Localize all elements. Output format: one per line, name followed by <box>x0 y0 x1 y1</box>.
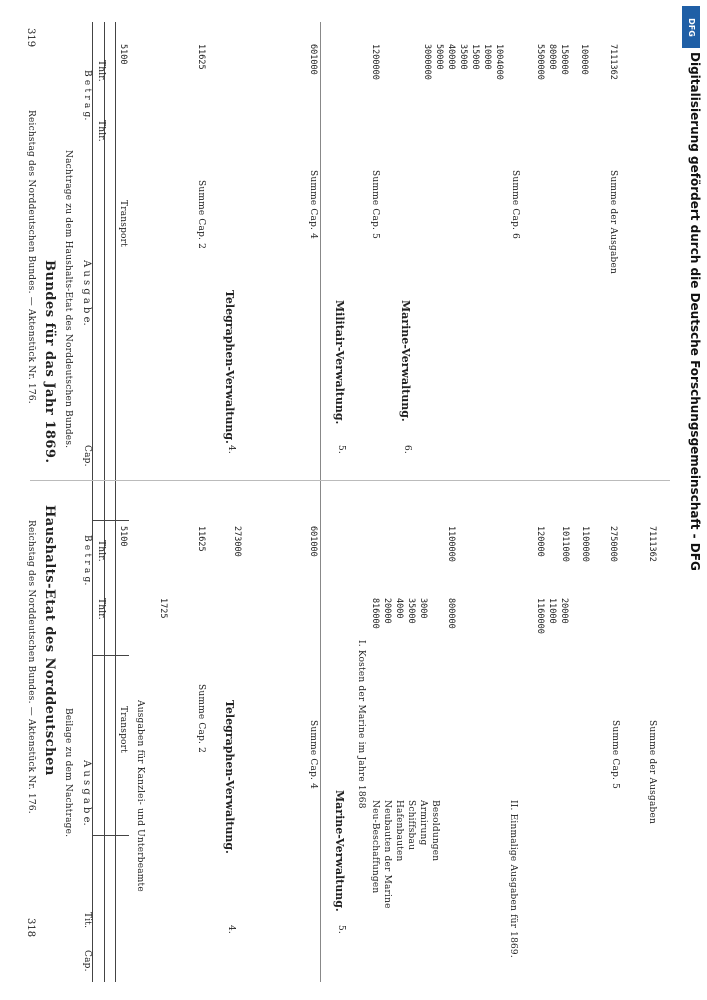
col-header-tit: Tit. <box>82 912 92 929</box>
marine-value: 10000 <box>482 44 492 70</box>
summary-value: 100000 <box>579 44 589 75</box>
marine-value: 3000 <box>418 598 428 619</box>
marine-value: 11000 <box>547 598 557 624</box>
section-marine: Marine-Verwaltung. <box>399 300 412 422</box>
row-summe-cap5-amount: 1200000 <box>370 44 380 80</box>
row-summe-cap5-amount: 2750000 <box>608 526 618 562</box>
marine-item: Besoldungen <box>430 800 440 862</box>
page-divider <box>30 480 670 481</box>
col-header-cap: Cap. <box>82 950 92 972</box>
marine-item: Neubauten der Marine <box>382 800 392 909</box>
marine-item: Hafenbauten <box>394 800 404 862</box>
dfg-logo: DFG <box>682 6 700 48</box>
right-running-title: Reichstag des Norddeutschen Bundes. — Aktenstück Nr. 176. <box>26 110 36 404</box>
marine-item: Armirung <box>418 800 428 846</box>
row-summe-cap5: Summe Cap. 5 <box>370 170 380 240</box>
col-header-thlr: Thlr. <box>96 120 106 142</box>
col-header-ausgabe: A u s g a b e. <box>81 260 92 326</box>
row-summe-cap2: Summe Cap. 2 <box>196 684 206 754</box>
marine-value: 1160000 <box>535 598 545 634</box>
row-summe-ausgaben: Summe der Ausgaben <box>608 170 618 274</box>
marine-value: 35000 <box>458 44 468 70</box>
right-heading: Bundes für das Jahr 1869. <box>42 260 57 464</box>
right-subtitle: Nachtrage zu dem Haushalts-Etat des Norddeutschen Bundes. <box>63 150 73 449</box>
marine-item: Schiffsbau <box>406 800 416 851</box>
right-table-rule <box>104 22 105 462</box>
row-summe-ausgaben: Summe der Ausgaben <box>647 720 657 824</box>
left-table-rule <box>92 520 129 521</box>
section-telegraphen: Telegraphen-Verwaltung. <box>223 290 236 444</box>
marine-value: 816000 <box>370 598 380 629</box>
row-transport: Transport <box>118 706 128 753</box>
marine-value: 120000 <box>535 526 545 557</box>
left-table-rule <box>92 835 129 836</box>
marine-subheading: II. Einmalige Ausgaben für 1869. <box>508 800 518 958</box>
section-militair: Militair-Verwaltung. <box>333 300 346 425</box>
row-summe-cap2: Summe Cap. 2 <box>196 180 206 250</box>
col-header-cap: Cap. <box>82 445 92 467</box>
col-header-thlr: Thlr. <box>96 598 106 620</box>
row-summe-cap4-amount: 601000 <box>308 526 318 557</box>
marine-value: 1011000 <box>560 526 570 562</box>
col-header-ausgabe: A u s g a b e. <box>81 760 92 826</box>
summary-value: 150000 <box>559 44 569 75</box>
row-summe-cap4-amount: 601000 <box>308 44 318 75</box>
row-summe-cap4: Summe Cap. 4 <box>308 170 318 240</box>
left-subtitle: Beilage zu dem Nachtrage. <box>63 708 73 838</box>
row-cap-number: 6. <box>402 445 412 454</box>
row-summe-cap5: Summe Cap. 5 <box>610 720 620 790</box>
row-summe-cap4: Summe Cap. 4 <box>308 720 318 790</box>
row-transport-amount: 5100 <box>118 44 128 65</box>
row-summe-cap2-amount: 11625 <box>196 526 206 552</box>
digitization-credit: Digitalisierung gefördert durch die Deutsche Forschungsgemeinschaft - DFG <box>688 52 702 571</box>
row-summe-cap2-amount: 11625 <box>196 44 206 70</box>
marine-value: 800000 <box>446 598 456 629</box>
section-telegraphen: Telegraphen-Verwaltung. <box>223 700 236 854</box>
col-header-betrag: B e t r a g. <box>82 70 92 121</box>
row-summe-cap6: Summe Cap. 6 <box>510 170 520 240</box>
left-table-rule <box>320 22 321 982</box>
marine-subheading: I. Kosten der Marine im Jahre 1868 <box>356 640 366 809</box>
telegraphen-amount: 273000 <box>232 526 242 557</box>
marine-value: 1100000 <box>446 526 456 562</box>
row-cap-number: 4. <box>226 445 236 454</box>
row-transport-amount: 5100 <box>118 526 128 547</box>
right-table-rule <box>92 22 93 462</box>
row-cap-number: 5. <box>336 925 346 934</box>
row-text: Ausgaben für Kanzlei- und Unterbeamte <box>135 700 145 892</box>
col-header-thlr: Thlr. <box>96 60 106 82</box>
marine-value: 4000 <box>394 598 404 619</box>
row-transport: Transport <box>118 200 128 247</box>
row-amount: 1725 <box>158 598 168 619</box>
summary-value: 5500000 <box>535 44 545 80</box>
col-header-thlr: Thlr. <box>96 540 106 562</box>
marine-value: 50000 <box>434 44 444 70</box>
left-page-number: 318 <box>25 918 36 938</box>
row-summe-ausgaben-amount: 7111362 <box>647 526 657 562</box>
left-heading: Haushalts-Etat des Norddeutschen <box>42 505 57 776</box>
right-table-rule <box>115 22 116 462</box>
marine-value: 40000 <box>446 44 456 70</box>
row-summe-ausgaben-amount: 7111362 <box>608 44 618 80</box>
marine-item: Neu-Beschaffungen <box>370 800 380 894</box>
left-running-title: Reichstag des Norddeutschen Bundes. — Aktenstück Nr. 176. <box>26 520 36 814</box>
marine-value: 15000 <box>470 44 480 70</box>
marine-value: 1004000 <box>494 44 504 80</box>
marine-value: 3000000 <box>422 44 432 80</box>
col-header-betrag: B e t r a g. <box>82 535 92 586</box>
marine-value: 1100000 <box>580 526 590 562</box>
left-table-rule <box>92 655 129 656</box>
row-cap-number: 4. <box>226 925 236 934</box>
marine-value: 35000 <box>406 598 416 624</box>
summary-value: 80000 <box>547 44 557 70</box>
right-page-number: 319 <box>25 28 36 48</box>
row-cap-number: 5. <box>336 445 346 454</box>
marine-value: 20000 <box>559 598 569 624</box>
marine-value: 20000 <box>382 598 392 624</box>
section-marine: Marine-Verwaltung. <box>333 790 346 912</box>
